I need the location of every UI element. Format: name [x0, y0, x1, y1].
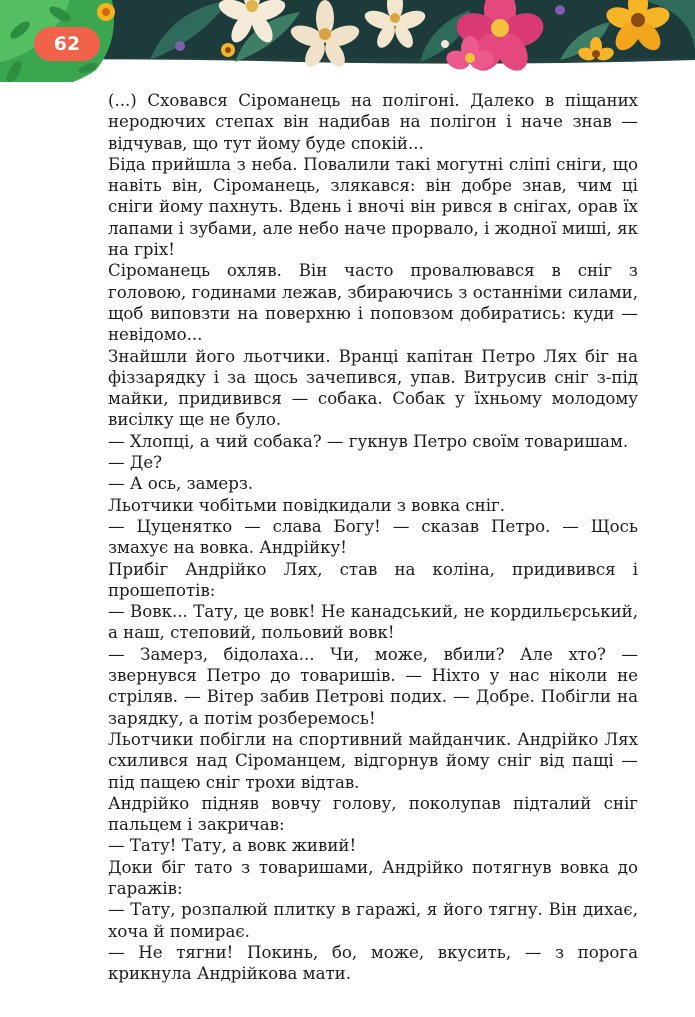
- paragraph: Сіроманець охляв. Він часто провалювався в сніг з головою, годинами лежав, збираючись з останніми силами, щоб виповзти на поверхню і поповзом добиратись: куди — невідомо...: [108, 261, 638, 345]
- paragraph: — Не тягни! Покинь, бо, може, вкусить, — з порога крикнула Андрійкова мати.: [108, 942, 638, 984]
- paragraph: Доки біг тато з товаришами, Андрійко потягнув вовка до гаражів:: [108, 857, 638, 898]
- paragraph: — Хлопці, а чий собака? — гукнув Петро своїм товаришам.: [108, 431, 629, 451]
- paragraph: — Вовк... Тату, це вовк! Не канадський, не кордильєрський, а наш, степовий, польовий вовк!: [108, 602, 638, 643]
- paragraph: — Цуценятко — слава Богу! — сказав Петро. — Щось змахує на вовка. Андрійку!: [108, 516, 638, 558]
- paragraph: Льотчики чобітьми повідкидали з вовка сніг.: [108, 495, 506, 515]
- paragraph: — А ось, замерз.: [108, 474, 254, 494]
- page-number-badge: 62: [34, 27, 100, 61]
- paragraph: — Тату, розпалюй плитку в гаражі, я його тягну. Він дихає, хоча й помирає.: [108, 900, 638, 941]
- paragraph: Андрійко підняв вовчу голову, поколупав підталий сніг пальцем і закричав:: [108, 793, 638, 835]
- paragraph: Прибіг Андрійко Лях, став на коліна, придивився і прошепотів:: [108, 559, 638, 600]
- story-text: [108, 90, 638, 984]
- paragraph: Льотчики побігли на спортивний майданчик. Андрійко Лях схилився над Сіроманцем, відгорнув йому сніг від пащі — під пащею сніг трохи відтав.: [108, 729, 638, 792]
- floral-illustration: [0, 0, 695, 82]
- paragraph: Біда прийшла з неба. Повалили такі могутні сліпі сніги, що навіть він, Сіроманець, злякався: він добре знав, чим ці сніги йому пахнуть. Вдень і вночі він рився в снігах, орав їх лапами і зубами, але небо наче прорвало, і жодної миші, як на гріх!: [108, 154, 638, 260]
- paragraph: — Де?: [108, 453, 163, 473]
- paragraph: — Замерз, бідолаха... Чи, може, вбили? Але хто? — звернувся Петро до товаришів. — Ніхто у нас ніколи не стріляв. — Вітер забив Петрові подих. — Добре. Побігли на зарядку, а потім розберемось!: [108, 644, 638, 728]
- floral-header: [0, 0, 695, 82]
- paragraph: — Тату! Тату, а вовк живий!: [108, 836, 357, 856]
- paragraph: Знайшли його льотчики. Вранці капітан Петро Лях біг на фіззарядку і за щось зачепився, упав. Витрусив сніг з-під майки, придивився — собака. Собак у їхньому молодому висілку ще не було.: [108, 346, 638, 430]
- paragraph: (...) Сховався Сіроманець на полігоні. Далеко в піщаних неродючих степах він надибав на полігон і наче знав — відчував, що тут йому буде спокій...: [108, 91, 638, 153]
